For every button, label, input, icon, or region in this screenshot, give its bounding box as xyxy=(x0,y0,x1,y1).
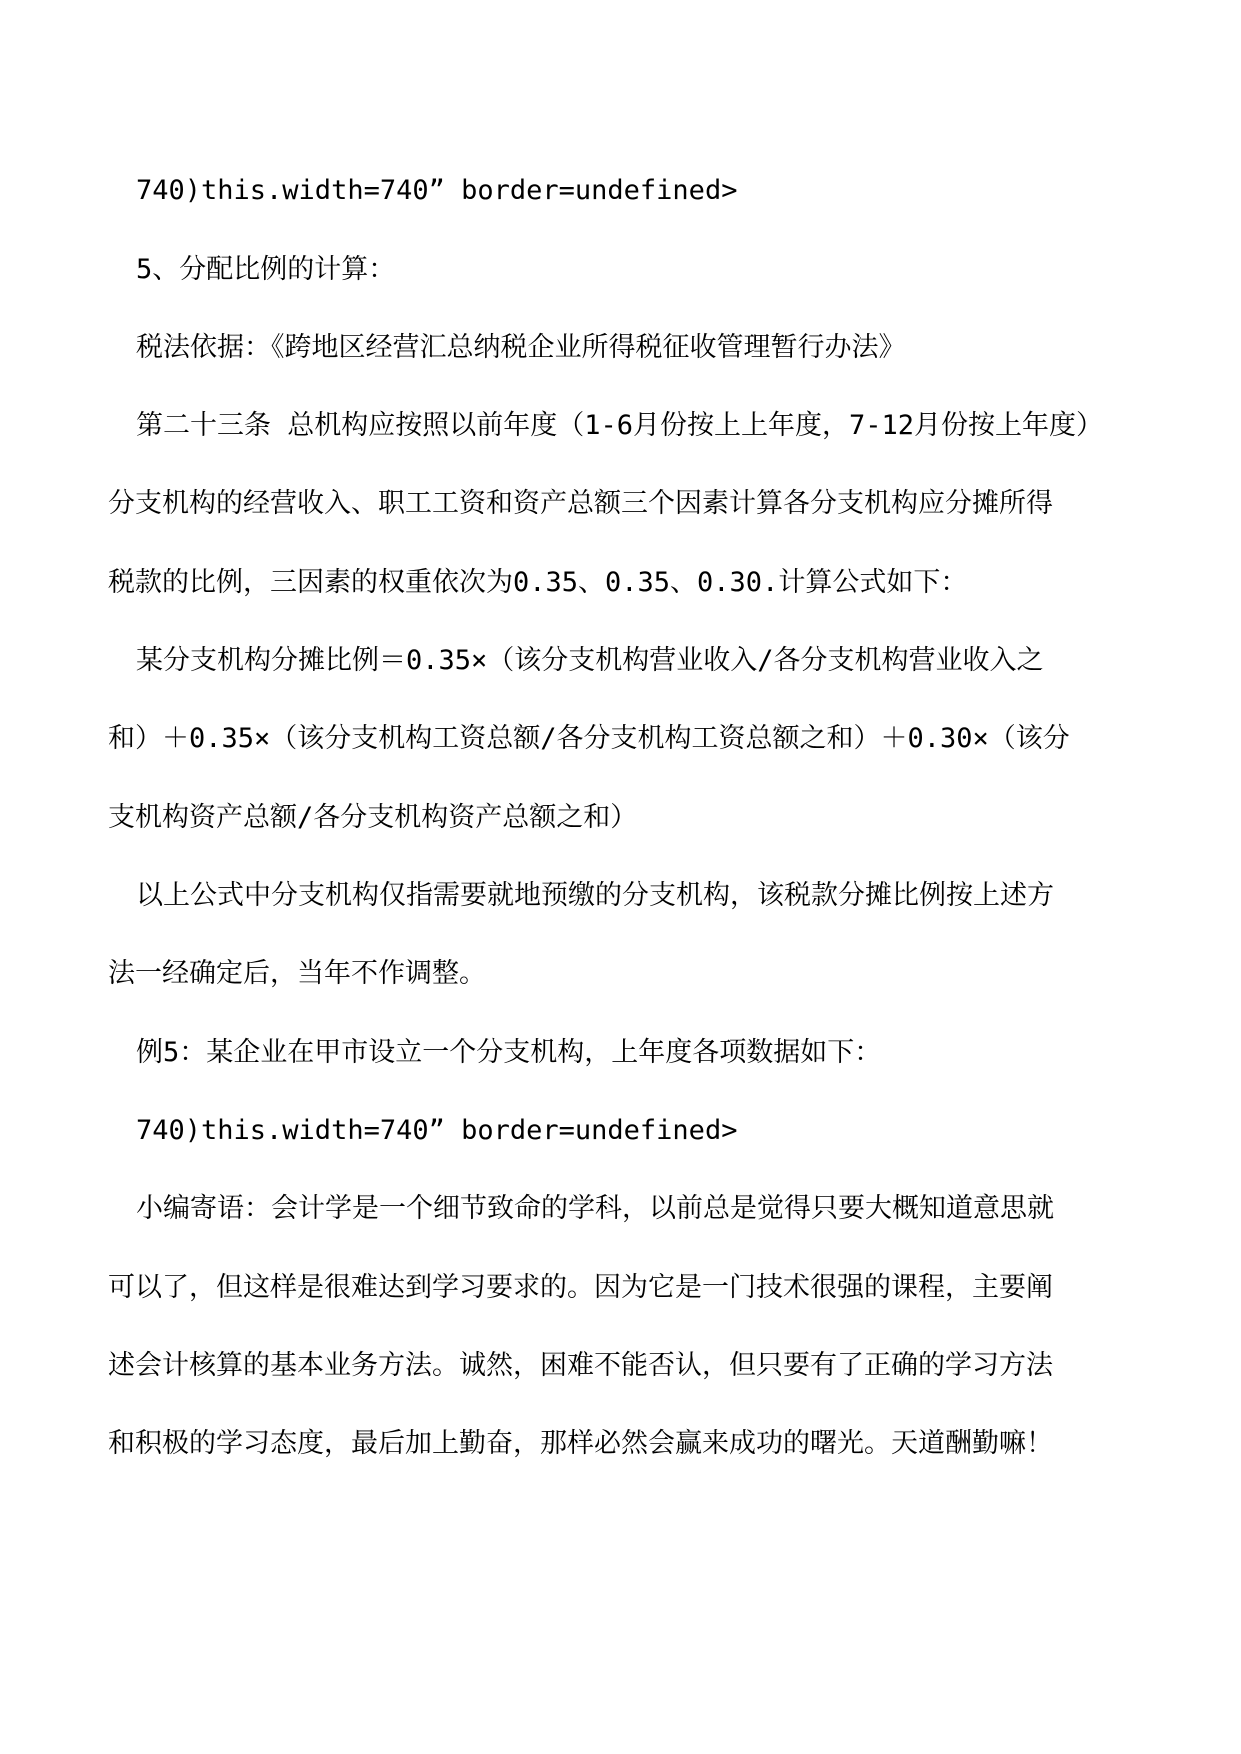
section-heading-allocation-ratio: 5、分配比例的计算： xyxy=(136,254,396,285)
broken-image-code-line-1: 740)this.width=740” border=undefined> xyxy=(136,175,738,206)
editor-note-line-4: 和积极的学习态度，最后加上勤奋，那样必然会赢来成功的曙光。天道酬勤嘛！ xyxy=(108,1428,1053,1459)
note-line-2: 法一经确定后，当年不作调整。 xyxy=(108,958,486,989)
example-5-line: 例5：某企业在甲市设立一个分支机构，上年度各项数据如下： xyxy=(136,1037,882,1068)
formula-line-3: 支机构资产总额/各分支机构资产总额之和） xyxy=(108,802,638,833)
article-23-line-1: 第二十三条 总机构应按照以前年度（1-6月份按上上年度，7-12月份按上年度） xyxy=(136,410,1104,441)
editor-note-line-3: 述会计核算的基本业务方法。诚然，困难不能否认，但只要有了正确的学习方法 xyxy=(108,1350,1053,1381)
article-23-line-2: 分支机构的经营收入、职工工资和资产总额三个因素计算各分支机构应分摊所得 xyxy=(108,488,1053,519)
note-line-1: 以上公式中分支机构仅指需要就地预缴的分支机构，该税款分摊比例按上述方 xyxy=(136,880,1054,911)
formula-line-1: 某分支机构分摊比例＝0.35×（该分支机构营业收入/各分支机构营业收入之 xyxy=(136,645,1044,676)
editor-note-line-2: 可以了，但这样是很难达到学习要求的。因为它是一门技术很强的课程，主要阐 xyxy=(108,1272,1053,1303)
broken-image-code-line-2: 740)this.width=740” border=undefined> xyxy=(136,1115,738,1146)
formula-line-2: 和）＋0.35×（该分支机构工资总额/各分支机构工资总额之和）＋0.30×（该分 xyxy=(108,723,1070,754)
tax-law-basis-line: 税法依据：《跨地区经营汇总纳税企业所得税征收管理暂行办法》 xyxy=(136,332,906,363)
article-23-line-3: 税款的比例，三因素的权重依次为0.35、0.35、0.30.计算公式如下： xyxy=(108,567,968,598)
editor-note-line-1: 小编寄语：会计学是一个细节致命的学科，以前总是觉得只要大概知道意思就 xyxy=(136,1193,1054,1224)
